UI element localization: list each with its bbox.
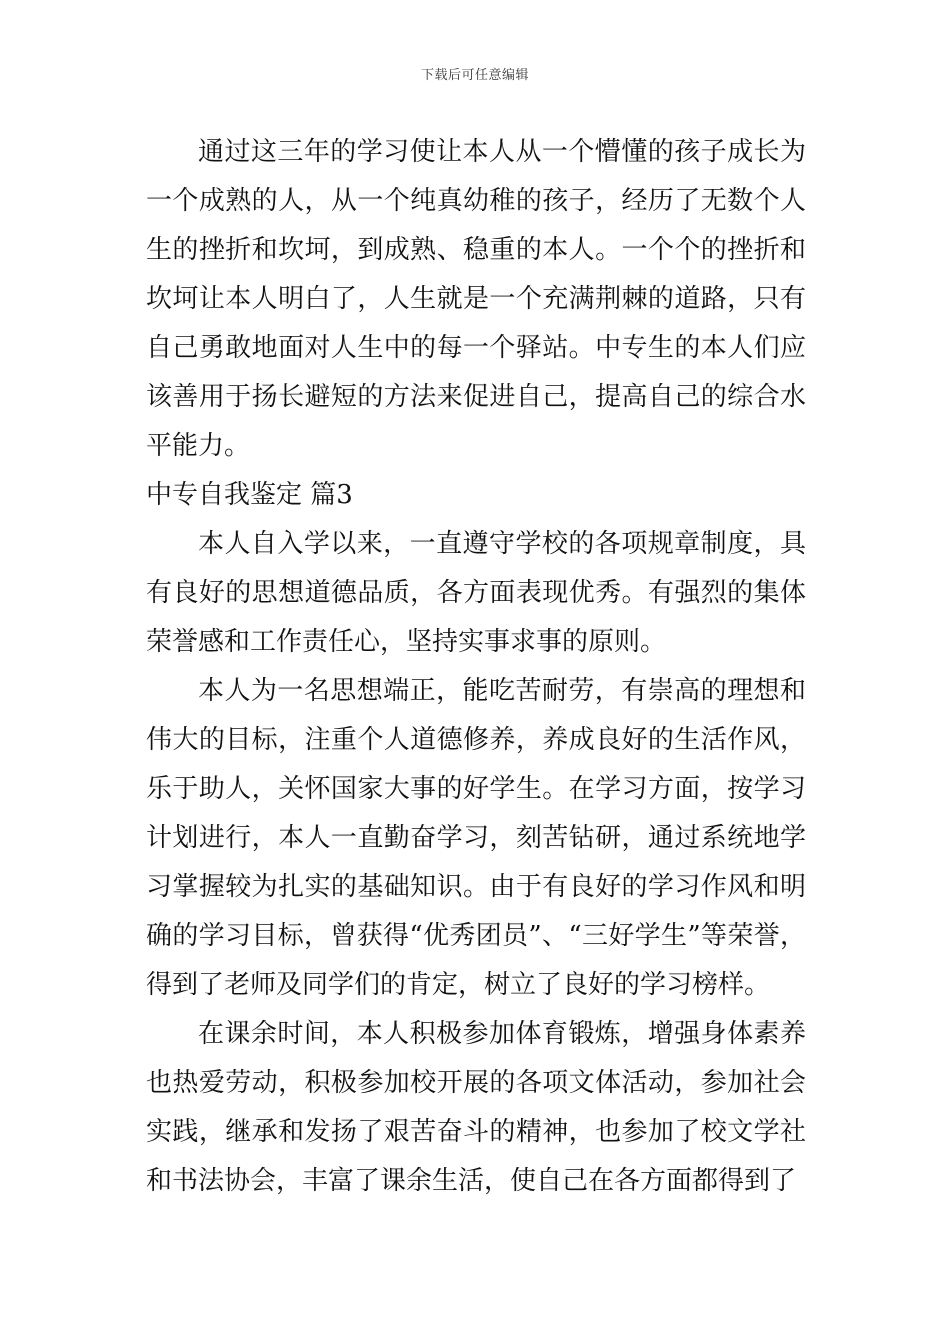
- document-body: [146, 128, 806, 1206]
- paragraph-section-2: 本人为一名思想端正，能吃苦耐劳，有崇高的理想和伟大的目标，注重个人道德修养，养成良好的生活作风，乐于助人，关怀国家大事的好学生。在学习方面，按学习计划进行，本人一直勤奋学习，刻苦钻研，通过系统地学习掌握较为扎实的基础知识。由于有良好的学习作风和明确的学习目标，曾获得“优秀团员”、“三好学生”等荣誉，得到了老师及同学们的肯定，树立了良好的学习榜样。: [146, 676, 806, 1000]
- paragraph-section-3: 在课余时间，本人积极参加体育锻炼，增强身体素养也热爱劳动，积极参加校开展的各项文体活动，参加社会实践，继承和发扬了艰苦奋斗的精神，也参加了校文学社和书法协会，丰富了课余生活，使自己在各方面都得到了: [146, 1019, 806, 1196]
- paragraph-intro: 通过这三年的学习使让本人从一个懵懂的孩子成长为一个成熟的人，从一个纯真幼稚的孩子，经历了无数个人生的挫折和坎坷，到成熟、稳重的本人。一个个的挫折和坎坷让本人明白了，人生就是一个充满荆棘的道路，只有自己勇敢地面对人生中的每一个驿站。中专生的本人们应该善用于扬长避短的方法来促进自己，提高自己的综合水平能力。: [146, 137, 806, 461]
- section-title: 中专自我鉴定 篇3: [146, 480, 353, 510]
- page-header-note: 下载后可任意编辑: [420, 68, 529, 83]
- paragraph-section-1: 本人自入学以来，一直遵守学校的各项规章制度，具有良好的思想道德品质，各方面表现优秀。有强烈的集体荣誉感和工作责任心，坚持实事求事的原则。: [146, 529, 806, 657]
